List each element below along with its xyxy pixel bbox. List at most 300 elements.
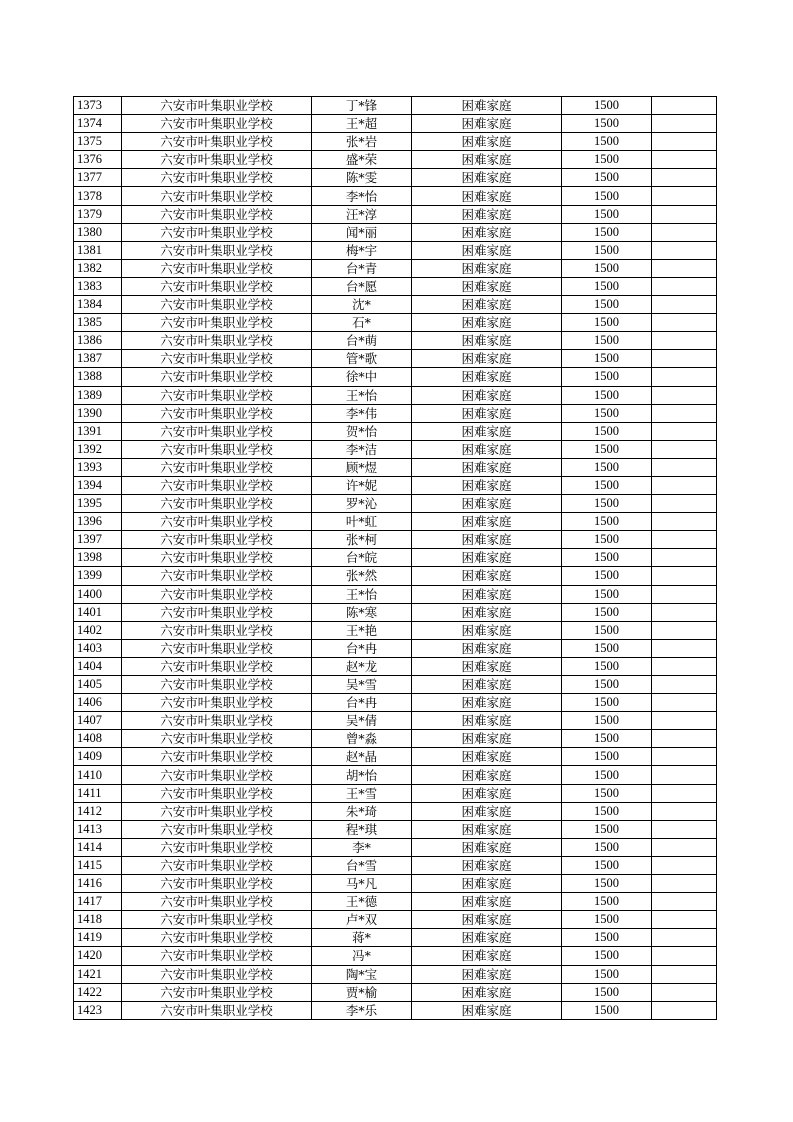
amount-cell: 1500 [562, 495, 652, 513]
school-name-cell: 六安市叶集职业学校 [122, 549, 312, 567]
note-cell [652, 440, 717, 458]
student-name-cell: 蒋* [312, 929, 412, 947]
note-cell [652, 856, 717, 874]
category-cell: 困难家庭 [412, 97, 562, 115]
row-number-cell: 1423 [74, 1001, 122, 1019]
category-cell: 困难家庭 [412, 567, 562, 585]
category-cell: 困难家庭 [412, 531, 562, 549]
amount-cell: 1500 [562, 187, 652, 205]
row-number-cell: 1395 [74, 495, 122, 513]
school-name-cell: 六安市叶集职业学校 [122, 368, 312, 386]
row-number-cell: 1418 [74, 911, 122, 929]
row-number-cell: 1403 [74, 639, 122, 657]
amount-cell: 1500 [562, 223, 652, 241]
category-cell: 困难家庭 [412, 694, 562, 712]
student-name-cell: 贾*榆 [312, 983, 412, 1001]
student-name-cell: 李*怡 [312, 187, 412, 205]
amount-cell: 1500 [562, 766, 652, 784]
category-cell: 困难家庭 [412, 748, 562, 766]
note-cell [652, 151, 717, 169]
school-name-cell: 六安市叶集职业学校 [122, 657, 312, 675]
category-cell: 困难家庭 [412, 368, 562, 386]
table-row [74, 621, 717, 639]
category-cell: 困难家庭 [412, 151, 562, 169]
category-cell: 困难家庭 [412, 838, 562, 856]
amount-cell: 1500 [562, 639, 652, 657]
row-number-cell: 1412 [74, 802, 122, 820]
row-number-cell: 1409 [74, 748, 122, 766]
amount-cell: 1500 [562, 621, 652, 639]
row-number-cell: 1386 [74, 332, 122, 350]
category-cell: 困难家庭 [412, 712, 562, 730]
note-cell [652, 169, 717, 187]
school-name-cell: 六安市叶集职业学校 [122, 893, 312, 911]
category-cell: 困难家庭 [412, 169, 562, 187]
amount-cell: 1500 [562, 965, 652, 983]
table-row [74, 639, 717, 657]
table-row [74, 314, 717, 332]
note-cell [652, 133, 717, 151]
amount-cell: 1500 [562, 277, 652, 295]
student-name-cell: 盛*荣 [312, 151, 412, 169]
amount-cell: 1500 [562, 802, 652, 820]
table-row [74, 476, 717, 494]
student-name-cell: 马*凡 [312, 875, 412, 893]
note-cell [652, 332, 717, 350]
table-row [74, 766, 717, 784]
row-number-cell: 1380 [74, 223, 122, 241]
table-row [74, 983, 717, 1001]
school-name-cell: 六安市叶集职业学校 [122, 965, 312, 983]
row-number-cell: 1407 [74, 712, 122, 730]
school-name-cell: 六安市叶集职业学校 [122, 187, 312, 205]
school-name-cell: 六安市叶集职业学校 [122, 314, 312, 332]
note-cell [652, 97, 717, 115]
note-cell [652, 639, 717, 657]
student-name-cell: 冯* [312, 947, 412, 965]
table-row [74, 169, 717, 187]
row-number-cell: 1377 [74, 169, 122, 187]
note-cell [652, 476, 717, 494]
amount-cell: 1500 [562, 838, 652, 856]
note-cell [652, 549, 717, 567]
school-name-cell: 六安市叶集职业学校 [122, 259, 312, 277]
amount-cell: 1500 [562, 549, 652, 567]
table-row [74, 947, 717, 965]
student-name-cell: 王*德 [312, 893, 412, 911]
note-cell [652, 495, 717, 513]
row-number-cell: 1401 [74, 603, 122, 621]
student-name-cell: 赵*晶 [312, 748, 412, 766]
student-name-cell: 管*歌 [312, 350, 412, 368]
school-name-cell: 六安市叶集职业学校 [122, 115, 312, 133]
note-cell [652, 567, 717, 585]
row-number-cell: 1382 [74, 259, 122, 277]
student-name-cell: 王*怡 [312, 585, 412, 603]
table-row [74, 458, 717, 476]
row-number-cell: 1414 [74, 838, 122, 856]
note-cell [652, 296, 717, 314]
table-row [74, 223, 717, 241]
row-number-cell: 1399 [74, 567, 122, 585]
student-aid-table [73, 96, 717, 1020]
table-row [74, 657, 717, 675]
school-name-cell: 六安市叶集职业学校 [122, 386, 312, 404]
amount-cell: 1500 [562, 368, 652, 386]
student-name-cell: 罗*沁 [312, 495, 412, 513]
table-row [74, 133, 717, 151]
student-name-cell: 王*雪 [312, 784, 412, 802]
note-cell [652, 820, 717, 838]
note-cell [652, 314, 717, 332]
student-name-cell: 李* [312, 838, 412, 856]
table-row [74, 603, 717, 621]
category-cell: 困难家庭 [412, 241, 562, 259]
student-name-cell: 陈*寒 [312, 603, 412, 621]
school-name-cell: 六安市叶集职业学校 [122, 748, 312, 766]
student-name-cell: 张*柯 [312, 531, 412, 549]
student-name-cell: 顾*煜 [312, 458, 412, 476]
amount-cell: 1500 [562, 133, 652, 151]
school-name-cell: 六安市叶集职业学校 [122, 567, 312, 585]
note-cell [652, 748, 717, 766]
school-name-cell: 六安市叶集职业学校 [122, 603, 312, 621]
row-number-cell: 1422 [74, 983, 122, 1001]
school-name-cell: 六安市叶集职业学校 [122, 458, 312, 476]
table-row [74, 730, 717, 748]
note-cell [652, 368, 717, 386]
note-cell [652, 585, 717, 603]
school-name-cell: 六安市叶集职业学校 [122, 495, 312, 513]
row-number-cell: 1387 [74, 350, 122, 368]
amount-cell: 1500 [562, 676, 652, 694]
row-number-cell: 1402 [74, 621, 122, 639]
school-name-cell: 六安市叶集职业学校 [122, 476, 312, 494]
student-name-cell: 吴*倩 [312, 712, 412, 730]
student-name-cell: 李*伟 [312, 404, 412, 422]
row-number-cell: 1416 [74, 875, 122, 893]
amount-cell: 1500 [562, 748, 652, 766]
category-cell: 困难家庭 [412, 639, 562, 657]
school-name-cell: 六安市叶集职业学校 [122, 694, 312, 712]
table-body [74, 97, 717, 1020]
row-number-cell: 1391 [74, 422, 122, 440]
school-name-cell: 六安市叶集职业学校 [122, 350, 312, 368]
amount-cell: 1500 [562, 567, 652, 585]
amount-cell: 1500 [562, 657, 652, 675]
category-cell: 困难家庭 [412, 784, 562, 802]
category-cell: 困难家庭 [412, 115, 562, 133]
amount-cell: 1500 [562, 259, 652, 277]
amount-cell: 1500 [562, 712, 652, 730]
table-row [74, 115, 717, 133]
student-name-cell: 卢*双 [312, 911, 412, 929]
category-cell: 困难家庭 [412, 856, 562, 874]
category-cell: 困难家庭 [412, 730, 562, 748]
note-cell [652, 838, 717, 856]
note-cell [652, 205, 717, 223]
school-name-cell: 六安市叶集职业学校 [122, 639, 312, 657]
student-name-cell: 闻*丽 [312, 223, 412, 241]
table-row [74, 893, 717, 911]
note-cell [652, 531, 717, 549]
student-name-cell: 丁*锋 [312, 97, 412, 115]
amount-cell: 1500 [562, 440, 652, 458]
student-name-cell: 王*怡 [312, 386, 412, 404]
amount-cell: 1500 [562, 476, 652, 494]
row-number-cell: 1421 [74, 965, 122, 983]
row-number-cell: 1383 [74, 277, 122, 295]
table-row [74, 259, 717, 277]
note-cell [652, 875, 717, 893]
table-row [74, 495, 717, 513]
row-number-cell: 1405 [74, 676, 122, 694]
note-cell [652, 893, 717, 911]
note-cell [652, 657, 717, 675]
amount-cell: 1500 [562, 296, 652, 314]
student-name-cell: 台*萌 [312, 332, 412, 350]
note-cell [652, 730, 717, 748]
table-row [74, 875, 717, 893]
school-name-cell: 六安市叶集职业学校 [122, 820, 312, 838]
amount-cell: 1500 [562, 350, 652, 368]
table-row [74, 386, 717, 404]
table-row [74, 97, 717, 115]
student-name-cell: 石* [312, 314, 412, 332]
row-number-cell: 1404 [74, 657, 122, 675]
amount-cell: 1500 [562, 458, 652, 476]
note-cell [652, 259, 717, 277]
school-name-cell: 六安市叶集职业学校 [122, 133, 312, 151]
school-name-cell: 六安市叶集职业学校 [122, 277, 312, 295]
category-cell: 困难家庭 [412, 332, 562, 350]
category-cell: 困难家庭 [412, 911, 562, 929]
school-name-cell: 六安市叶集职业学校 [122, 332, 312, 350]
row-number-cell: 1398 [74, 549, 122, 567]
school-name-cell: 六安市叶集职业学校 [122, 223, 312, 241]
row-number-cell: 1384 [74, 296, 122, 314]
table-row [74, 802, 717, 820]
category-cell: 困难家庭 [412, 133, 562, 151]
amount-cell: 1500 [562, 893, 652, 911]
table-row [74, 440, 717, 458]
row-number-cell: 1420 [74, 947, 122, 965]
table-row [74, 205, 717, 223]
note-cell [652, 784, 717, 802]
note-cell [652, 965, 717, 983]
amount-cell: 1500 [562, 911, 652, 929]
note-cell [652, 458, 717, 476]
category-cell: 困难家庭 [412, 187, 562, 205]
table-row [74, 422, 717, 440]
category-cell: 困难家庭 [412, 875, 562, 893]
category-cell: 困难家庭 [412, 314, 562, 332]
note-cell [652, 947, 717, 965]
note-cell [652, 241, 717, 259]
amount-cell: 1500 [562, 947, 652, 965]
amount-cell: 1500 [562, 1001, 652, 1019]
category-cell: 困难家庭 [412, 513, 562, 531]
category-cell: 困难家庭 [412, 983, 562, 1001]
table-row [74, 676, 717, 694]
category-cell: 困难家庭 [412, 929, 562, 947]
school-name-cell: 六安市叶集职业学校 [122, 1001, 312, 1019]
school-name-cell: 六安市叶集职业学校 [122, 585, 312, 603]
student-name-cell: 赵*龙 [312, 657, 412, 675]
table-row [74, 856, 717, 874]
amount-cell: 1500 [562, 820, 652, 838]
school-name-cell: 六安市叶集职业学校 [122, 802, 312, 820]
row-number-cell: 1417 [74, 893, 122, 911]
amount-cell: 1500 [562, 151, 652, 169]
school-name-cell: 六安市叶集职业学校 [122, 929, 312, 947]
student-name-cell: 徐*中 [312, 368, 412, 386]
school-name-cell: 六安市叶集职业学校 [122, 151, 312, 169]
row-number-cell: 1394 [74, 476, 122, 494]
school-name-cell: 六安市叶集职业学校 [122, 911, 312, 929]
school-name-cell: 六安市叶集职业学校 [122, 205, 312, 223]
student-name-cell: 朱*琦 [312, 802, 412, 820]
category-cell: 困难家庭 [412, 205, 562, 223]
row-number-cell: 1376 [74, 151, 122, 169]
row-number-cell: 1413 [74, 820, 122, 838]
note-cell [652, 350, 717, 368]
table-row [74, 241, 717, 259]
table-row [74, 965, 717, 983]
student-name-cell: 台*冉 [312, 639, 412, 657]
school-name-cell: 六安市叶集职业学校 [122, 730, 312, 748]
row-number-cell: 1379 [74, 205, 122, 223]
amount-cell: 1500 [562, 784, 652, 802]
amount-cell: 1500 [562, 97, 652, 115]
note-cell [652, 404, 717, 422]
amount-cell: 1500 [562, 603, 652, 621]
student-name-cell: 程*琪 [312, 820, 412, 838]
amount-cell: 1500 [562, 531, 652, 549]
category-cell: 困难家庭 [412, 296, 562, 314]
student-name-cell: 张*岩 [312, 133, 412, 151]
row-number-cell: 1400 [74, 585, 122, 603]
row-number-cell: 1396 [74, 513, 122, 531]
amount-cell: 1500 [562, 386, 652, 404]
row-number-cell: 1397 [74, 531, 122, 549]
note-cell [652, 223, 717, 241]
category-cell: 困难家庭 [412, 386, 562, 404]
table-row [74, 1001, 717, 1019]
student-name-cell: 台*雪 [312, 856, 412, 874]
student-name-cell: 台*冉 [312, 694, 412, 712]
row-number-cell: 1375 [74, 133, 122, 151]
row-number-cell: 1415 [74, 856, 122, 874]
table-row [74, 151, 717, 169]
category-cell: 困难家庭 [412, 440, 562, 458]
amount-cell: 1500 [562, 730, 652, 748]
table-row [74, 368, 717, 386]
student-name-cell: 台*青 [312, 259, 412, 277]
school-name-cell: 六安市叶集职业学校 [122, 676, 312, 694]
category-cell: 困难家庭 [412, 458, 562, 476]
row-number-cell: 1392 [74, 440, 122, 458]
amount-cell: 1500 [562, 694, 652, 712]
amount-cell: 1500 [562, 856, 652, 874]
table-row [74, 820, 717, 838]
category-cell: 困难家庭 [412, 603, 562, 621]
table-row [74, 549, 717, 567]
table-row [74, 332, 717, 350]
student-name-cell: 汪*淳 [312, 205, 412, 223]
school-name-cell: 六安市叶集职业学校 [122, 513, 312, 531]
row-number-cell: 1378 [74, 187, 122, 205]
note-cell [652, 277, 717, 295]
row-number-cell: 1406 [74, 694, 122, 712]
school-name-cell: 六安市叶集职业学校 [122, 422, 312, 440]
category-cell: 困难家庭 [412, 820, 562, 838]
row-number-cell: 1393 [74, 458, 122, 476]
category-cell: 困难家庭 [412, 404, 562, 422]
category-cell: 困难家庭 [412, 657, 562, 675]
row-number-cell: 1408 [74, 730, 122, 748]
student-name-cell: 叶*虹 [312, 513, 412, 531]
amount-cell: 1500 [562, 115, 652, 133]
category-cell: 困难家庭 [412, 277, 562, 295]
note-cell [652, 694, 717, 712]
table-row [74, 277, 717, 295]
school-name-cell: 六安市叶集职业学校 [122, 983, 312, 1001]
note-cell [652, 187, 717, 205]
amount-cell: 1500 [562, 983, 652, 1001]
amount-cell: 1500 [562, 513, 652, 531]
amount-cell: 1500 [562, 404, 652, 422]
row-number-cell: 1411 [74, 784, 122, 802]
row-number-cell: 1390 [74, 404, 122, 422]
row-number-cell: 1419 [74, 929, 122, 947]
category-cell: 困难家庭 [412, 965, 562, 983]
student-name-cell: 曾*淼 [312, 730, 412, 748]
category-cell: 困难家庭 [412, 893, 562, 911]
student-name-cell: 张*然 [312, 567, 412, 585]
student-name-cell: 陈*雯 [312, 169, 412, 187]
category-cell: 困难家庭 [412, 549, 562, 567]
school-name-cell: 六安市叶集职业学校 [122, 838, 312, 856]
category-cell: 困难家庭 [412, 350, 562, 368]
note-cell [652, 712, 717, 730]
note-cell [652, 115, 717, 133]
table-row [74, 748, 717, 766]
note-cell [652, 386, 717, 404]
amount-cell: 1500 [562, 422, 652, 440]
row-number-cell: 1388 [74, 368, 122, 386]
note-cell [652, 766, 717, 784]
category-cell: 困难家庭 [412, 495, 562, 513]
category-cell: 困难家庭 [412, 259, 562, 277]
category-cell: 困难家庭 [412, 585, 562, 603]
amount-cell: 1500 [562, 875, 652, 893]
school-name-cell: 六安市叶集职业学校 [122, 784, 312, 802]
amount-cell: 1500 [562, 205, 652, 223]
student-name-cell: 陶*宝 [312, 965, 412, 983]
category-cell: 困难家庭 [412, 476, 562, 494]
student-name-cell: 台*皖 [312, 549, 412, 567]
row-number-cell: 1385 [74, 314, 122, 332]
student-name-cell: 胡*怡 [312, 766, 412, 784]
school-name-cell: 六安市叶集职业学校 [122, 621, 312, 639]
row-number-cell: 1410 [74, 766, 122, 784]
table-row [74, 513, 717, 531]
student-name-cell: 许*妮 [312, 476, 412, 494]
note-cell [652, 929, 717, 947]
note-cell [652, 1001, 717, 1019]
note-cell [652, 676, 717, 694]
